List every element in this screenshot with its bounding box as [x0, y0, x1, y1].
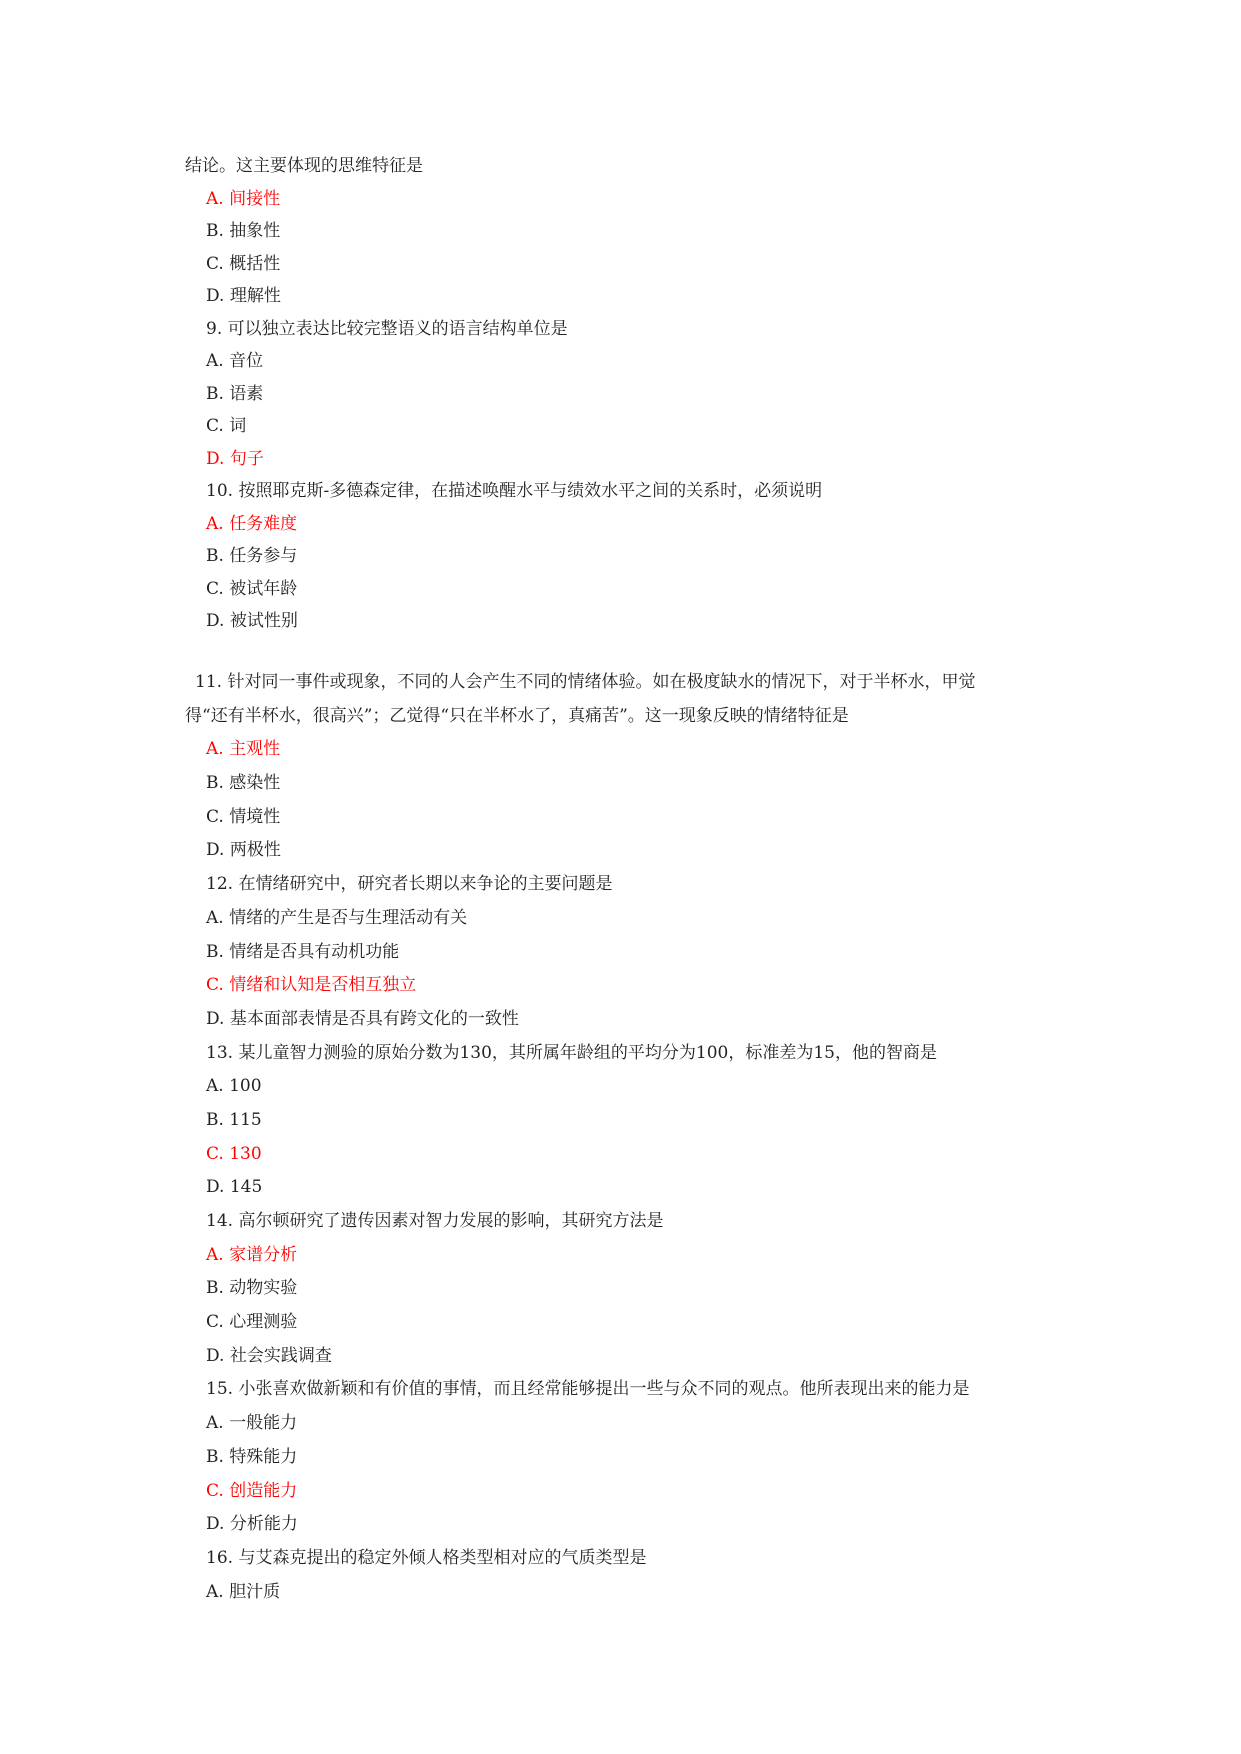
answer-option: C. 被试年龄	[206, 578, 298, 599]
answer-option: A. 胆汁质	[206, 1581, 281, 1602]
answer-option-correct: A. 间接性	[206, 188, 281, 209]
answer-option: B. 情绪是否具有动机功能	[206, 941, 400, 962]
question-text: 13. 某儿童智力测验的原始分数为130，其所属年龄组的平均分为100，标准差为15，他的智商是	[206, 1042, 937, 1063]
question-text-continued: 结论。这主要体现的思维特征是	[185, 156, 423, 176]
question-text: 9. 可以独立表达比较完整语义的语言结构单位是	[206, 318, 568, 339]
question-text: 16. 与艾森克提出的稳定外倾人格类型相对应的气质类型是	[206, 1547, 647, 1568]
answer-option: A. 一般能力	[206, 1413, 298, 1434]
answer-option: B. 115	[206, 1109, 262, 1130]
answer-option: D. 基本面部表情是否具有跨文化的一致性	[206, 1008, 519, 1029]
answer-option: B. 语素	[206, 383, 264, 404]
answer-option: B. 任务参与	[206, 546, 298, 566]
question-block-11-16	[185, 666, 1055, 1609]
answer-option-correct: C. 创造能力	[206, 1480, 298, 1501]
answer-option: B. 动物实验	[206, 1278, 298, 1299]
question-text: 15. 小张喜欢做新颖和有价值的事情，而且经常能够提出一些与众不同的观点。他所表现出来的能力是	[206, 1379, 970, 1400]
answer-option: A. 情绪的产生是否与生理活动有关	[206, 907, 468, 928]
answer-option-correct: C. 情绪和认知是否相互独立	[206, 975, 417, 996]
answer-option: A. 100	[206, 1076, 262, 1097]
answer-option: A. 音位	[206, 351, 264, 371]
answer-option-correct: C. 130	[206, 1143, 262, 1164]
answer-option: C. 词	[206, 416, 247, 436]
question-text: 10. 按照耶克斯-多德森定律，在描述唤醒水平与绩效水平之间的关系时，必须说明	[206, 481, 823, 501]
answer-option: B. 特殊能力	[206, 1446, 298, 1467]
answer-option: D. 理解性	[206, 286, 281, 306]
answer-option: C. 情境性	[206, 806, 281, 827]
answer-option: B. 感染性	[206, 773, 281, 794]
question-block-8-10	[185, 150, 1055, 638]
question-text: 11. 针对同一事件或现象，不同的人会产生不同的情绪体验。如在极度缺水的情况下，对于半杯水，甲觉	[195, 672, 976, 692]
answer-option: B. 抽象性	[206, 221, 281, 241]
answer-option: C. 概括性	[206, 253, 281, 274]
answer-option: D. 145	[206, 1177, 263, 1198]
answer-option: D. 两极性	[206, 840, 281, 861]
answer-option-correct: D. 句子	[206, 448, 264, 469]
answer-option: D. 分析能力	[206, 1514, 298, 1535]
question-text: 12. 在情绪研究中，研究者长期以来争论的主要问题是	[206, 874, 613, 895]
answer-option-correct: A. 任务难度	[206, 513, 298, 534]
answer-option: D. 被试性别	[206, 611, 298, 631]
answer-option-correct: A. 主观性	[206, 739, 281, 760]
question-text-continued: 得“还有半杯水，很高兴”；乙觉得“只在半杯水了，真痛苦”。这一现象反映的情绪特征是	[185, 705, 849, 726]
answer-option: D. 社会实践调查	[206, 1345, 332, 1366]
answer-option-correct: A. 家谱分析	[206, 1244, 298, 1265]
question-text: 14. 高尔顿研究了遗传因素对智力发展的影响，其研究方法是	[206, 1211, 664, 1231]
answer-option: C. 心理测验	[206, 1312, 298, 1333]
